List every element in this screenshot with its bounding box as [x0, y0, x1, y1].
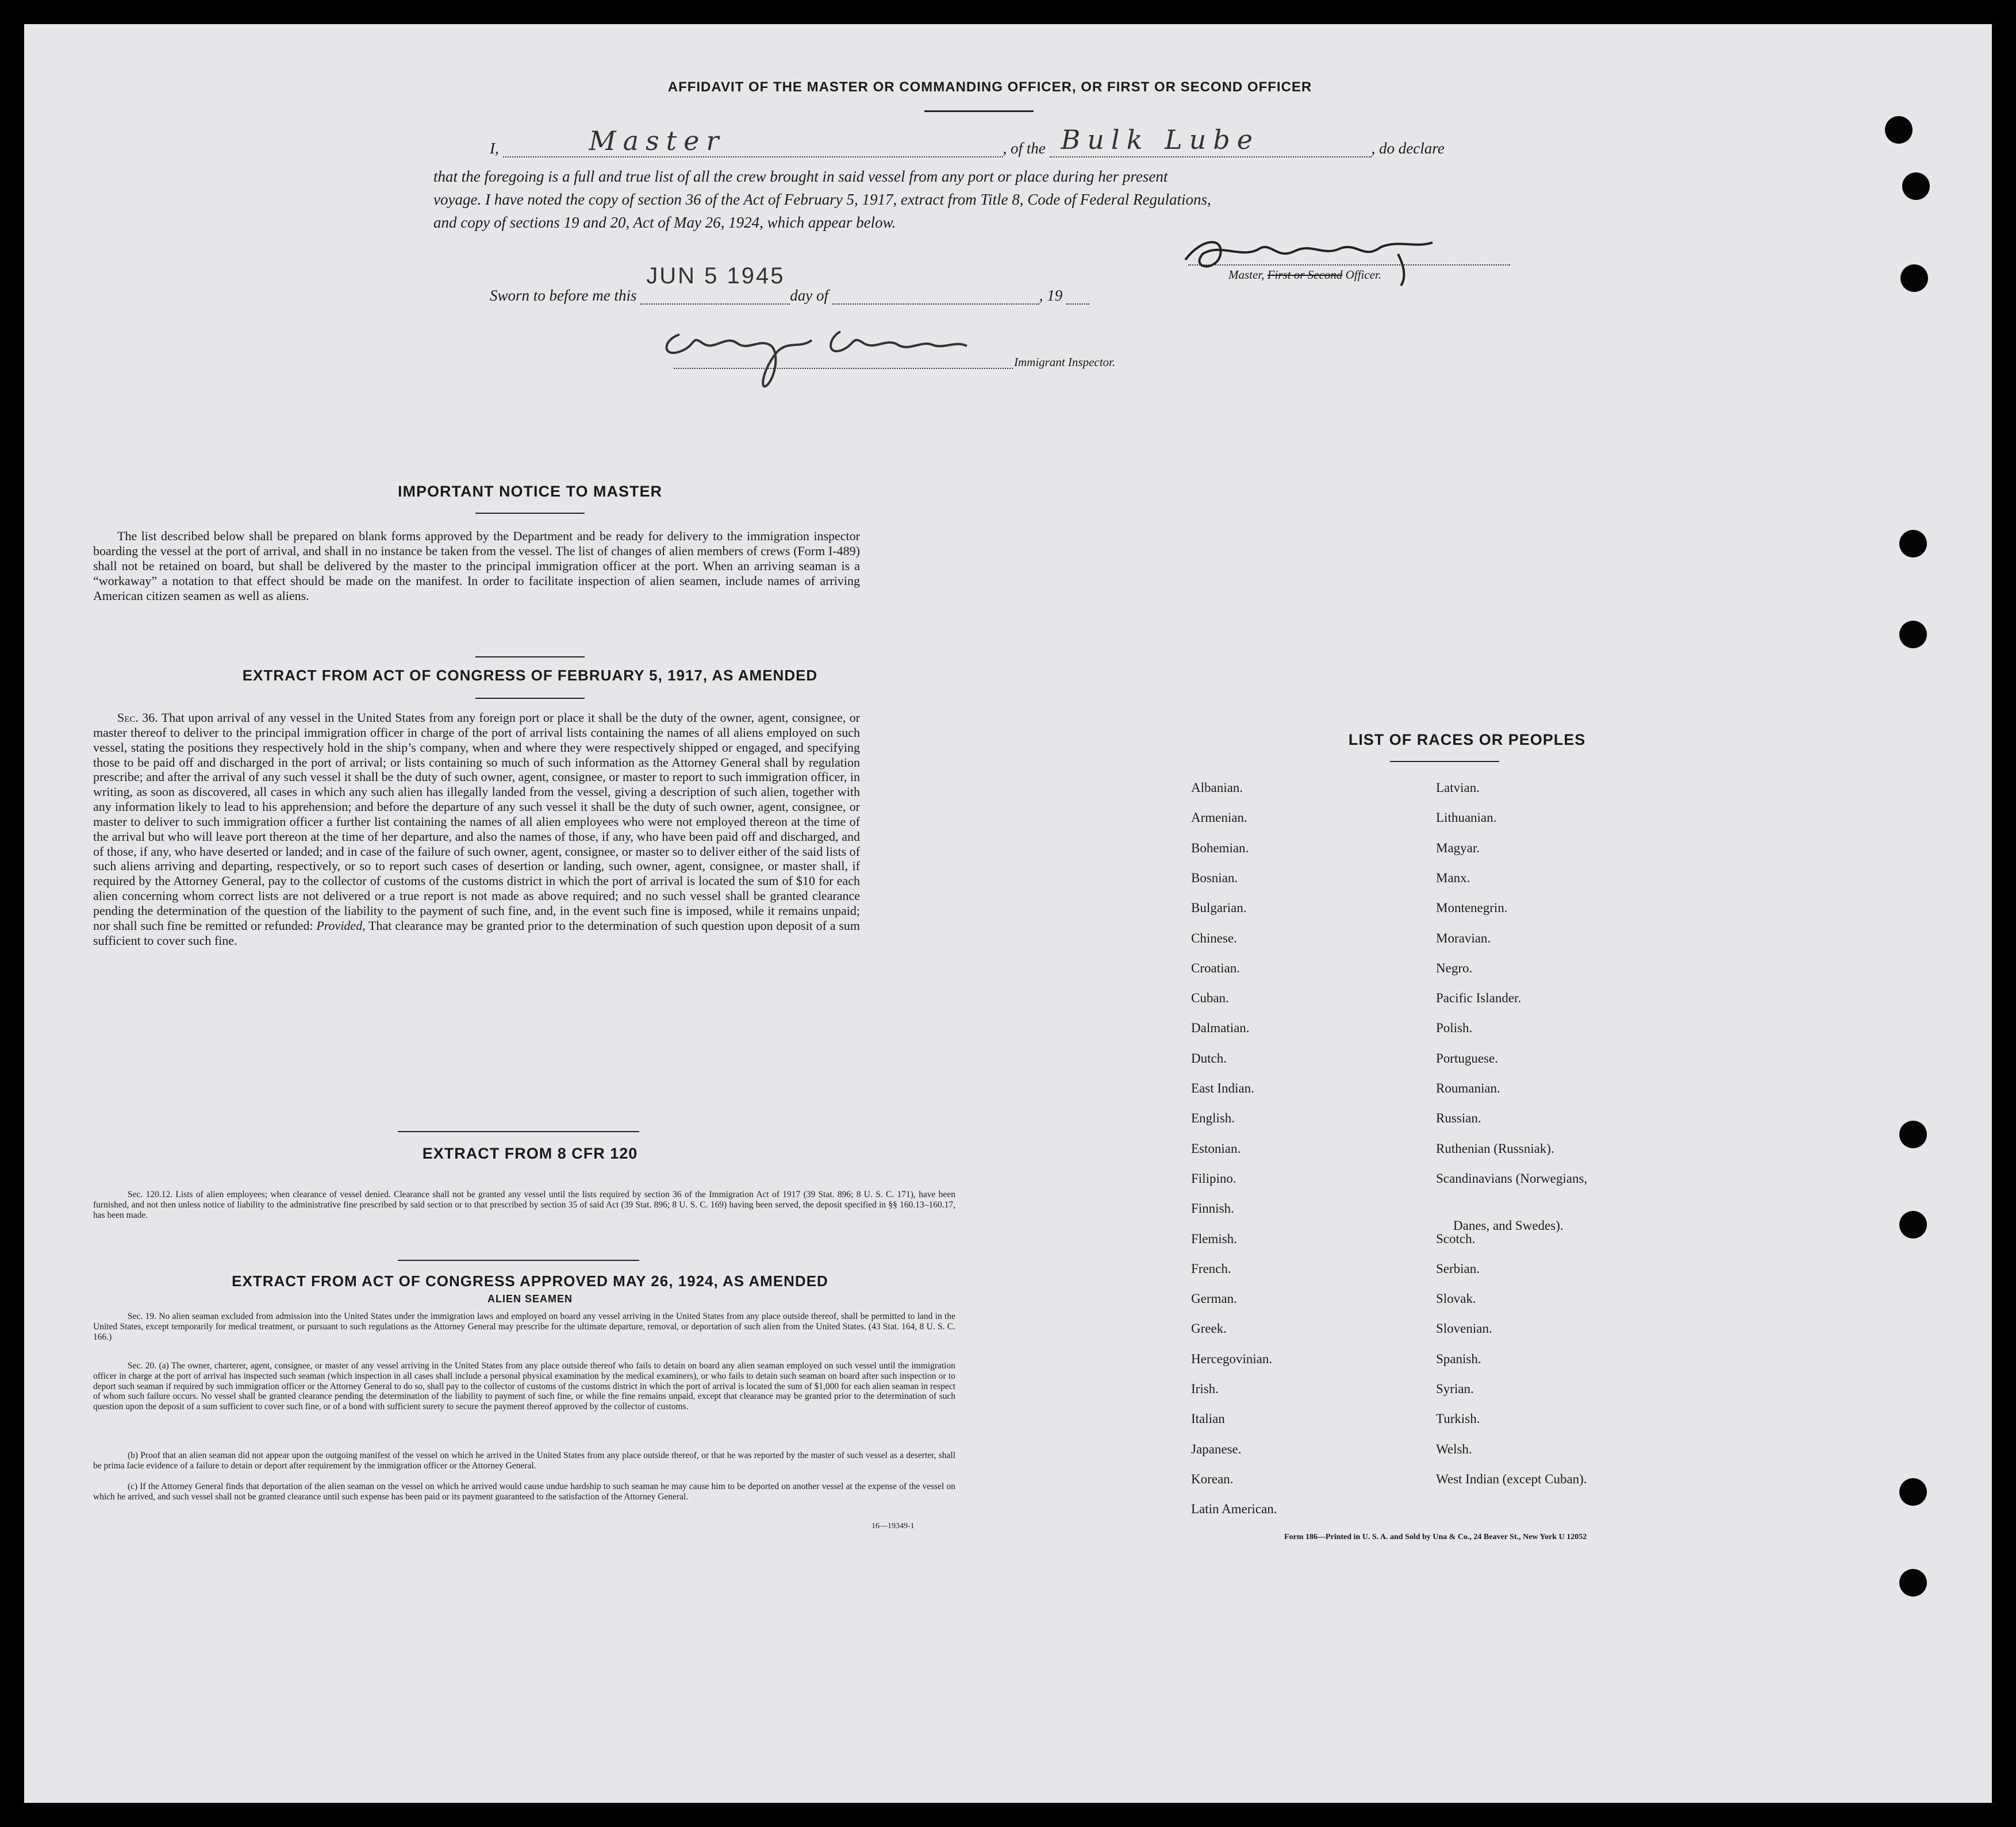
race-item: Roumanian.: [1436, 1081, 1500, 1095]
punch-hole-icon: [1899, 1569, 1927, 1597]
race-item: Croatian.: [1191, 960, 1240, 975]
i-label: I,: [490, 140, 499, 157]
master-caption-struck: First or Second: [1267, 268, 1343, 282]
races-title: LIST OF RACES OR PEOPLES: [1348, 731, 1586, 748]
sec20c-body: (c) If the Attorney General finds that deportation of the alien seaman on the vessel on which he arrived would cause undue hardship to such seaman he may cause him to be deported on another vessel at the expense of the vessel on which he arrived, and such vessel shall not be granted clearance until such expense has been paid or its payment guaranteed to the satisfaction of the Attorney General.: [93, 1482, 955, 1502]
cfr-title: EXTRACT FROM 8 CFR 120: [422, 1145, 638, 1162]
divider: [398, 1131, 639, 1132]
of-the-label: , of the: [1003, 140, 1046, 157]
year-label: , 19: [1039, 287, 1063, 304]
form-footer: Form 186—Printed in U. S. A. and Sold by Una & Co., 24 Beaver St., New York U 12052: [1284, 1533, 1587, 1541]
affidavit-line3: voyage. I have noted the copy of section 36 of the Act of February 5, 1917, extract from Title 8, Code of Federal Regulations,: [433, 191, 1211, 208]
race-item: Finnish.: [1191, 1201, 1234, 1216]
master-signature-line: [1188, 264, 1510, 266]
race-item: English.: [1191, 1111, 1235, 1126]
extract1924-subtitle: ALIEN SEAMEN: [487, 1293, 573, 1305]
race-item: Flemish.: [1191, 1231, 1237, 1246]
divider: [475, 656, 585, 657]
provided-label: Provided,: [316, 918, 366, 933]
notice-body: The list described below shall be prepared on blank forms approved by the Department and be ready for delivery to the immigration inspector boarding the vessel at the port of arrival, and shall in no instance be taken from the vessel. The list of changes of alien members of crews (Form I-489) shall not be retained on board, but shall be delivered by the master to the principal immigration officer at the port. When an arriving seaman is a “workaway” a notation to that effect should be made on the manifest. In order to facilitate inspection of alien seamen, include names of arriving American citizen seamen as well as aliens.: [93, 529, 860, 603]
divider: [1390, 761, 1499, 762]
master-caption-master: Master,: [1228, 268, 1265, 282]
race-item: Danes, and Swedes).: [1453, 1218, 1564, 1233]
sec20a-body: Sec. 20. (a) The owner, charterer, agent, consignee, or master of any vessel arriving in the United States from any place outside thereof who fails to detain on board any alien seaman employed on such vessel until the immigration officer in charge at the port of arrival has inspected such seaman (which inspection in all cases shall include a personal physical examination by the medical examiners), or who fails to detain such seaman on board after such inspection or to deport such seaman if required by such immigration officer or the Attorney General to do so, shall pay to the collector of customs of the customs district in which the port of arrival is located the sum of $1,000 for each alien seaman in respect of whom such failure occurs. No vessel shall be granted clearance pending the determination of the liability to payment of such fine, or while the fine remains unpaid, except that clearance may be granted prior to the determination of such question upon the deposit of a sum sufficient to cover such fine, or of a bond with sufficient surety to secure the payment thereof approved by the collector of customs.: [93, 1361, 955, 1412]
extract1924-title: EXTRACT FROM ACT OF CONGRESS APPROVED MAY 26, 1924, AS AMENDED: [232, 1272, 828, 1290]
race-item: Turkish.: [1436, 1411, 1480, 1426]
sworn-label: Sworn to before me this: [490, 287, 637, 304]
day-of-label: day of: [790, 287, 828, 304]
race-item: Korean.: [1191, 1471, 1234, 1486]
notice-title: IMPORTANT NOTICE TO MASTER: [398, 483, 662, 500]
race-item: West Indian (except Cuban).: [1436, 1471, 1587, 1486]
race-item: French.: [1191, 1261, 1231, 1276]
race-item: Filipino.: [1191, 1171, 1237, 1186]
race-item: Pacific Islander.: [1436, 991, 1522, 1006]
divider: [475, 513, 585, 514]
sec36-label: Sec. 36.: [117, 710, 158, 725]
cfr-body: Sec. 120.12. Lists of alien employees; when clearance of vessel denied. Clearance shall not be granted any vessel until the lists required by section 36 of the Immigration Act of 1917 (39 Stat. 896; 8 U. S. C. 171), have been furnished, and not then unless notice of liability to the administrative fine prescribed by said section or to that prescribed by section 35 of said Act (39 Stat. 896; 8 U. S. C. 169) having been served, the deposit specified in §§ 160.13–160.17, has been made.: [93, 1190, 955, 1220]
race-item: Hercegovinian.: [1191, 1351, 1273, 1366]
vessel-blank: [1050, 124, 1372, 157]
date-stamp: JUN 5 1945: [646, 263, 785, 289]
race-item: Estonian.: [1191, 1141, 1241, 1156]
race-item: Dutch.: [1191, 1051, 1227, 1066]
race-item: Dalmatian.: [1191, 1021, 1250, 1036]
race-item: Slovenian.: [1436, 1321, 1492, 1336]
divider: [475, 698, 585, 699]
race-item: Bulgarian.: [1191, 901, 1247, 916]
race-item: Manx.: [1436, 870, 1470, 885]
month-blank: [832, 286, 1039, 305]
extract1917-title: EXTRACT FROM ACT OF CONGRESS OF FEBRUARY 5, 1917, AS AMENDED: [242, 667, 818, 684]
officer-blank: [503, 125, 1003, 157]
race-item: Latvian.: [1436, 780, 1480, 795]
do-declare-label: , do declare: [1371, 140, 1445, 157]
master-caption: [1228, 268, 1381, 282]
race-item: Polish.: [1436, 1021, 1473, 1036]
sworn-line: [490, 263, 1089, 305]
race-item: Chinese.: [1191, 930, 1237, 945]
race-item: Magyar.: [1436, 840, 1480, 855]
race-item: Latin American.: [1191, 1502, 1277, 1517]
race-item: Japanese.: [1191, 1441, 1242, 1456]
race-item: German.: [1191, 1291, 1237, 1306]
inspector-signature-line: [674, 368, 1013, 369]
race-item: Serbian.: [1436, 1261, 1480, 1276]
vessel-handwritten: Bulk Lube: [1061, 124, 1259, 155]
race-item: Italian: [1191, 1411, 1225, 1426]
sec36-text: That upon arrival of any vessel in the United States from any foreign port or place it shall be the duty of the owner, agent, consignee, or master thereof to deliver to the principal immigration officer in charge of the port of arrival lists containing the names of all aliens employed on such vessel, stating the positions they respectively hold in the ship’s company, when and where they were respectively shipped or engaged, and specifying those to be paid off and discharged in the port of arrival; or lists containing so much of such information as the Attorney General shall by regulation prescribe; and after the arrival of any such vessel it shall be the duty of such owner, agent, consignee, or master to report to such immigration officer, in writing, as soon as discovered, all cases in which any such alien has illegally landed from the vessel, giving a description of such alien, together with any information likely to lead to his apprehension; and before the departure of any such vessel it shall be the duty of such owner, agent, consignee, or master to deliver to such immigration officer a further list containing the names of all alien employees who were not employed thereon at the time of the arrival but who will leave port thereon at the time of her departure, and also the names of those, if any, who have been paid off and discharged, and of those, if any, who have deserted or landed; and in case of the failure of such owner, agent, consignee, or master so to deliver either of the said lists of such aliens arriving and departing, respectively, or so to report such cases of desertion or landing, such owner, agent, consignee, or master shall, if required by the Attorney General, pay to the collector of customs of the customs district in which the port of arrival is located the sum of $10 for each alien concerning whom correct lists are not delivered or a true report is not made as above required; and no such vessel shall be granted clearance pending the determination of the question of the liability to the payment of such fine, and, in the event such fine is imposed, while it remains unpaid; nor shall such fine be remitted or refunded:: [93, 710, 860, 933]
race-item: East Indian.: [1191, 1081, 1254, 1095]
affidavit-line2: that the foregoing is a full and true list of all the crew brought in said vessel from any port or place during her present: [433, 168, 1168, 185]
race-item: Armenian.: [1191, 810, 1247, 825]
punch-hole-icon: [1900, 264, 1928, 292]
affidavit-line4: and copy of sections 19 and 20, Act of May 26, 1924, which appear below.: [433, 214, 896, 231]
extract1917-body: [93, 710, 860, 948]
officer-handwritten: Master: [589, 125, 726, 156]
race-item: Moravian.: [1436, 930, 1491, 945]
race-item: Negro.: [1436, 960, 1473, 975]
race-item: Russian.: [1436, 1111, 1481, 1126]
sec19-body: Sec. 19. No alien seaman excluded from admission into the United States under the immigration laws and employed on board any vessel arriving in the United States from any place outside thereof, shall be permitted to land in the United States, except temporarily for medical treatment, or pursuant to such regulations as the Attorney General may prescribe for the ultimate departure, removal, or deportation of such alien from the United States. (43 Stat. 164, 8 U. S. C. 166.): [93, 1311, 955, 1342]
race-item: Spanish.: [1436, 1351, 1481, 1366]
affidavit-title: AFFIDAVIT OF THE MASTER OR COMMANDING OFFICER, OR FIRST OR SECOND OFFICER: [667, 79, 1312, 95]
race-item: Syrian.: [1436, 1382, 1474, 1396]
punch-hole-icon: [1899, 621, 1927, 648]
punch-hole-icon: [1902, 172, 1930, 200]
race-item: Slovak.: [1436, 1291, 1476, 1306]
race-item: Montenegrin.: [1436, 901, 1508, 916]
race-item: Irish.: [1191, 1382, 1219, 1396]
race-item: Portuguese.: [1436, 1051, 1498, 1066]
race-item: Scotch.: [1436, 1231, 1476, 1246]
punch-hole-icon: [1885, 116, 1913, 144]
form-sheet: [24, 24, 1992, 1803]
race-item: Bohemian.: [1191, 840, 1249, 855]
punch-hole-icon: [1899, 1478, 1927, 1506]
affidavit-line1: [490, 124, 1547, 157]
divider: [398, 1260, 639, 1261]
divider: [924, 110, 1034, 112]
race-item: Welsh.: [1436, 1441, 1472, 1456]
punch-hole-icon: [1899, 1121, 1927, 1148]
race-item: Cuban.: [1191, 991, 1229, 1006]
sec20b-body: (b) Proof that an alien seaman did not appear upon the outgoing manifest of the vessel on which he arrived in the United States from any place outside thereof, or that he was reported by the master of such vessel as a deserter, shall be prima facie evidence of a failure to detain or deport after requirement by the immigration officer or the Attorney General.: [93, 1451, 955, 1471]
punch-hole-icon: [1899, 1211, 1927, 1238]
race-item: Greek.: [1191, 1321, 1227, 1336]
inspector-signature: [656, 311, 1013, 392]
race-item: Albanian.: [1191, 780, 1243, 795]
race-item: Lithuanian.: [1436, 810, 1497, 825]
race-item: Scandinavians (Norwegians,: [1436, 1171, 1588, 1186]
master-caption-officer: Officer.: [1345, 268, 1381, 282]
inspector-caption: Immigrant Inspector.: [1014, 355, 1116, 369]
year-blank: [1066, 286, 1089, 305]
form-code: 16—19349-1: [871, 1522, 915, 1530]
provided-text: That clearance may be granted prior to the determination of such question upon deposit of a sum sufficient to cover such fine.: [93, 918, 861, 948]
race-item: Ruthenian (Russniak).: [1436, 1141, 1554, 1156]
punch-hole-icon: [1899, 530, 1927, 557]
race-item: Bosnian.: [1191, 870, 1238, 885]
date-blank: [640, 263, 790, 305]
